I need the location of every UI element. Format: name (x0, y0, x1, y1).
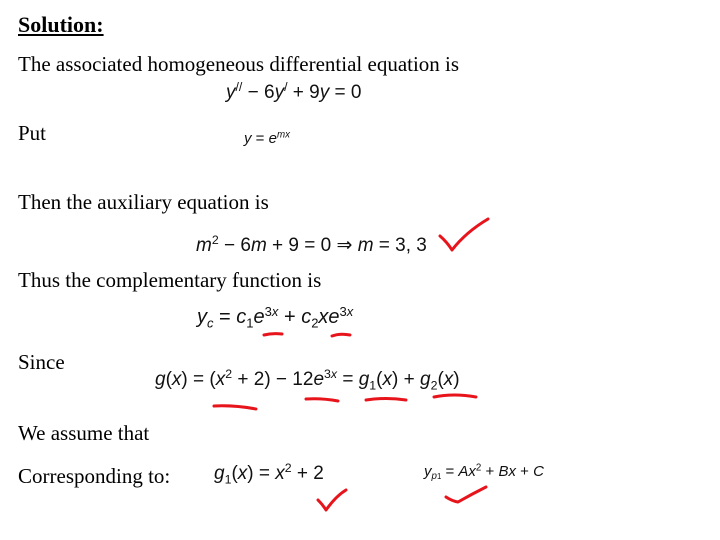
complementary-label: Thus the complementary function is (18, 268, 322, 292)
assume-label: We assume that (18, 421, 150, 445)
homogeneous-equation: y// − 6y/ + 9y = 0 (226, 80, 362, 103)
underline-mark (434, 395, 476, 397)
solution-title: Solution: (18, 12, 104, 37)
auxiliary-equation: $m^2 - 6m + 9 = 0$ ⇒ m = 3, 3 (196, 233, 427, 256)
check-mark-icon (440, 219, 488, 250)
put-label: Put (18, 121, 47, 145)
complementary-function: $y_c = c_1e^{3x} + c_2xe^{3x}$ (197, 303, 354, 331)
forcing-function: $g(x) = (x^2 + 2) - 12e^{3x} = g_1(x) + g_2(x)$ (155, 367, 460, 393)
substitution-equation: $y = e^{mx}$ (244, 129, 290, 147)
auxiliary-label: Then the auxiliary equation is (18, 190, 269, 214)
since-label: Since (18, 350, 65, 374)
g1-equation: $g_1(x) = x^2 + 2$ (214, 461, 324, 487)
particular-trial-equation: $y_{p1} = Ax^2 + Bx + C$ (424, 462, 544, 483)
underline-mark (332, 334, 350, 336)
corresponding-label: Corresponding to: (18, 464, 171, 488)
underline-mark (366, 399, 406, 401)
underline-mark (306, 399, 338, 401)
check-mark-icon (446, 487, 486, 502)
check-mark-icon (318, 490, 346, 510)
intro-text: The associated homogeneous differential equation is (18, 52, 460, 76)
underline-mark (214, 406, 256, 409)
underline-mark (264, 334, 282, 335)
